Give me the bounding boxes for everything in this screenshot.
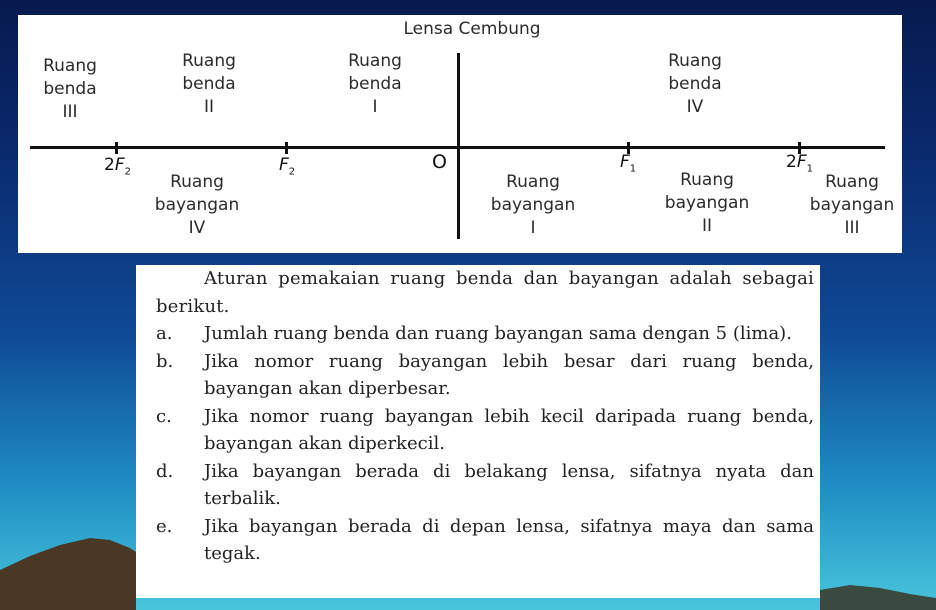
lens-diagram-panel [18,15,902,253]
mountain-silhouette [0,538,136,610]
rule-text: Jika nomor ruang bayangan lebih besar dari ruang benda, bayangan akan diperbesar. [204,350,814,399]
rules-text-panel [136,265,820,598]
rule-letter: c. [156,405,172,427]
rule-text: Jika nomor ruang bayangan lebih kecil daripada ruang benda, bayangan akan diperkecil. [204,405,814,454]
label-2f2: $2F_2$ [104,155,131,178]
object-space-iii: Ruang benda III [43,56,97,122]
rule-item-a [156,320,814,348]
rule-text: Jumlah ruang benda dan ruang bayangan sama dengan 5 (lima). [204,323,792,344]
label-f2: $F_2$ [279,155,296,178]
label-2f1: $2F_1$ [786,152,813,175]
rules-intro: Aturan pemakaian ruang benda dan bayangan adalah sebagai berikut. [156,268,814,317]
label-origin: O [432,151,447,173]
object-space-iv: Ruang benda IV [668,51,722,117]
rule-letter: d. [156,460,174,482]
label-f1: $F_1$ [620,152,637,175]
rule-text: Jika bayangan berada di depan lensa, sifatnya maya dan sama tegak. [204,515,814,564]
image-space-iv: Ruang bayangan IV [154,172,240,238]
image-space-i: Ruang bayangan I [490,172,576,238]
rule-letter: e. [156,515,173,537]
tick-f2 [285,142,288,154]
object-space-i: Ruang benda I [348,51,402,117]
rule-item-b [156,348,814,403]
image-space-iii: Ruang bayangan III [809,172,895,238]
rule-item-c [156,403,814,458]
object-space-ii: Ruang benda II [182,51,236,117]
rule-letter: a. [156,323,173,344]
mountain-silhouette-right [820,585,936,610]
image-space-ii: Ruang bayangan II [664,170,750,236]
rule-item-e [156,513,814,568]
rule-text: Jika bayangan berada di belakang lensa, sifatnya nyata dan terbalik. [204,460,814,509]
rule-letter: b. [156,350,174,372]
rule-item-d [156,458,814,513]
lens-line [457,53,460,239]
diagram-title: Lensa Cembung [403,19,541,39]
tick-2f2 [115,142,118,154]
